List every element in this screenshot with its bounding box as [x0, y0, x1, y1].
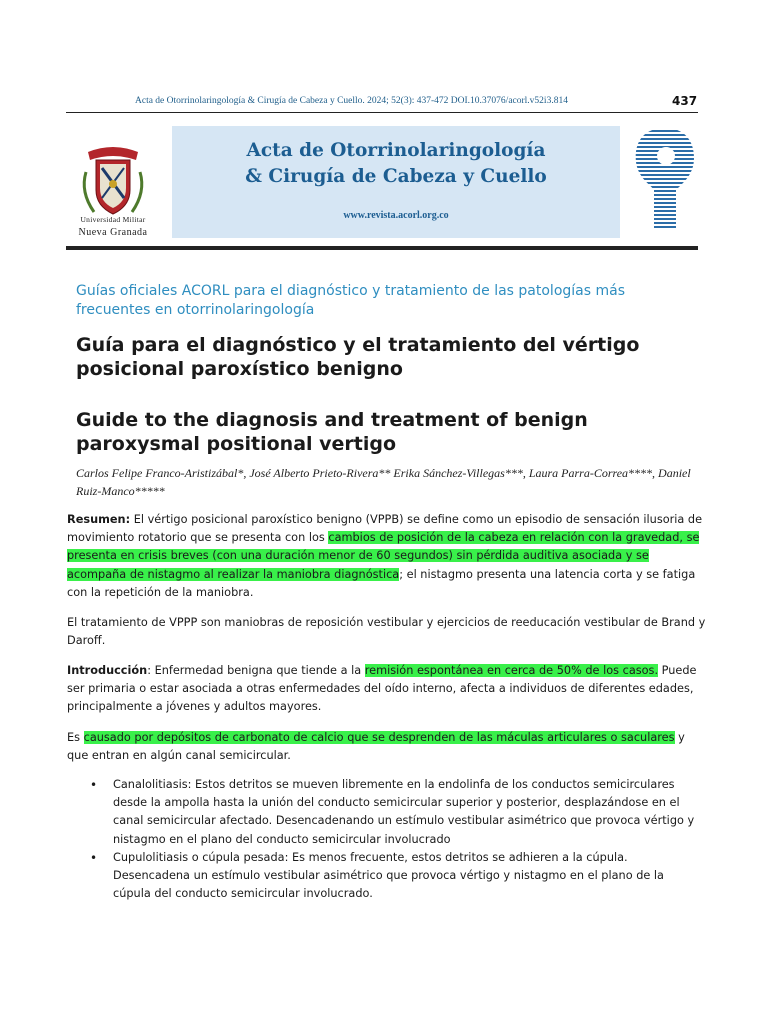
- journal-title-line1: Acta de Otorrinolaringología: [246, 140, 546, 161]
- intro-text-end: Puede ser primaria o estar asociada a otras enfermedades del oído interno, afecta a individuos de diferentes edades, principalmente a jóvenes y adultos mayores.: [67, 664, 697, 714]
- resumen-highlight: cambios de posición de la cabeza en relación con la gravedad, se presenta en crisis breves (con una duración menor de 60 segundos) sin pérdida auditiva asociada y se acompaña de nistagmo al realizar la maniobra diagnóstica: [67, 531, 700, 581]
- page-number: 437: [672, 94, 698, 108]
- introduccion-label: Introducción: [67, 664, 148, 677]
- list-item: [90, 849, 702, 904]
- header-divider: [66, 112, 698, 113]
- list-item-text: Cupulolitiasis o cúpula pesada: Es menos frecuente, estos detritos se adhieren a la cúpula. Desencadena un estímulo vestibular asimétrico que provoca vértigo y nistagmo en el plano de la cúpula del conducto semicircular involucrado.: [113, 850, 664, 901]
- header-divider-thick: [66, 246, 698, 250]
- journal-title-line2: & Cirugía de Cabeza y Cuello: [245, 166, 547, 187]
- paragraph-causado: [67, 729, 707, 765]
- running-head: Acta de Otorrinolaringología & Cirugía de Cabeza y Cuello. 2024; 52(3): 437-472 DOI.10.37076/acorl.v52i3.814: [135, 96, 568, 106]
- resumen-label: Resumen:: [67, 513, 131, 526]
- resumen-text-start: El vértigo posicional paroxístico benigno (VPPB) se define como un episodio de sensación ilusoria de movimiento rotatorio que se presenta con los: [67, 513, 703, 545]
- paragraph-introduccion: [67, 662, 707, 717]
- causado-text-start: Es: [67, 731, 84, 744]
- bullet-icon: •: [90, 850, 98, 865]
- causado-text-end: y que entran en algún canal semicircular.: [67, 731, 685, 763]
- resumen-text-end: ; el nistagmo presenta una latencia corta y se fatiga con la repetición de la maniobra.: [67, 567, 696, 599]
- paragraph-tratamiento: El tratamiento de VPPP son maniobras de reposición vestibular y ejercicios de reeducación vestibular de Brand y Daroff.: [67, 616, 706, 648]
- bullet-icon: •: [90, 778, 98, 792]
- intro-text-start: : Enfermedad benigna que tiende a la: [147, 664, 365, 677]
- bullet-list: [90, 776, 702, 903]
- title-spanish: Guía para el diagnóstico y el tratamiento del vértigo posicional paroxístico benigno: [76, 334, 640, 380]
- paragraph-resumen: [67, 511, 707, 602]
- authors: Carlos Felipe Franco-Aristizábal*, José Alberto Prieto-Rivera** Erika Sánchez-Villegas***, Laura Parra-Correa****, Daniel Ruiz-Manco*****: [76, 466, 691, 498]
- journal-title: [172, 138, 620, 190]
- list-item-text: Canalolitiasis: Estos detritos se mueven libremente en la endolinfa de los conductos semicirculares desde la ampolla hasta la unión del conducto semicircular superior y posterior, desplazándose en el canal semicircular afectado. Desencadenando un estímulo vestibular asimétrico que provoca vértigo y nistagmo en el plano del conducto semicircular involucrado: [113, 778, 695, 846]
- university-crest-logo: [66, 132, 160, 242]
- university-name-line1: Universidad Militar: [80, 215, 146, 224]
- causado-highlight: causado por depósitos de carbonato de calcio que se desprenden de las máculas articulares o saculares: [83, 731, 675, 744]
- intro-highlight: remisión espontánea en cerca de 50% de los casos.: [364, 664, 659, 677]
- series-title: Guías oficiales ACORL para el diagnóstico y tratamiento de las patologías más frecuentes en otorrinolaringología: [76, 283, 626, 318]
- journal-url: www.revista.acorl.org.co: [343, 210, 449, 221]
- journal-header-box: [172, 126, 620, 238]
- university-name-line2: Nueva Granada: [78, 227, 148, 238]
- society-logo: [632, 126, 698, 232]
- title-english: Guide to the diagnosis and treatment of benign paroxysmal positional vertigo: [76, 409, 588, 455]
- list-item: [90, 776, 702, 849]
